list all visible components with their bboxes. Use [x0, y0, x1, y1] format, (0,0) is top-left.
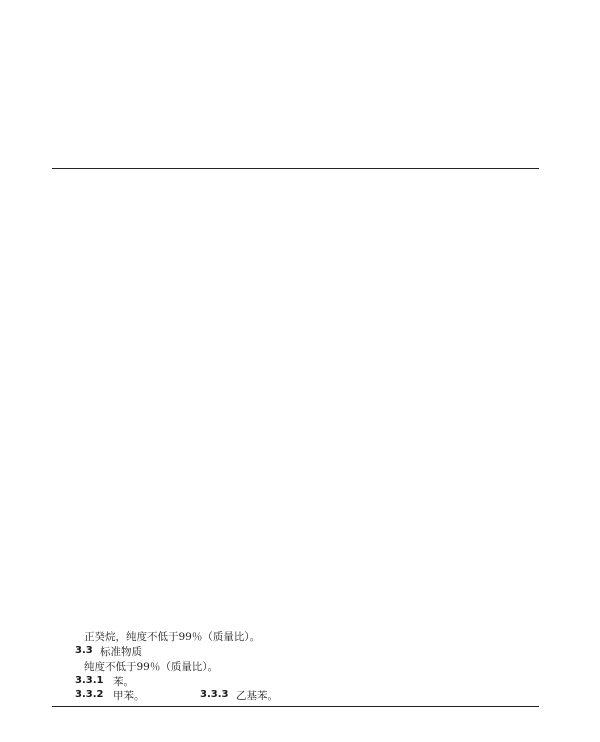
s332-text: 甲苯。	[113, 690, 145, 702]
s33-text: 纯度不低于99％（质量比）。	[84, 661, 219, 673]
s333-num: 3.3.3	[200, 689, 229, 700]
s331-text: 苯。	[113, 676, 134, 688]
footer-divider	[52, 706, 539, 707]
s331-num: 3.3.1	[75, 675, 104, 686]
s32-text: 正癸烷，纯度不低于99％（质量比）。	[84, 631, 261, 643]
s333-text: 乙基苯。	[236, 690, 278, 702]
s33-title: 标准物质	[100, 646, 142, 658]
s332-num: 3.3.2	[75, 689, 104, 700]
header-divider	[52, 168, 539, 169]
s33-num: 3.3	[75, 645, 93, 656]
